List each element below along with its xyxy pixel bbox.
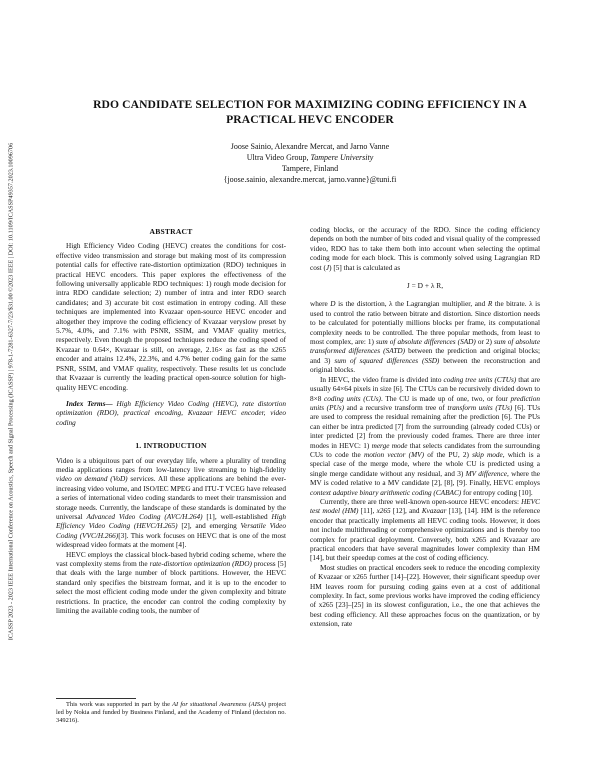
university-name: Tampere University [310,153,374,162]
intro-paragraph-1: Video is a ubiquitous part of our everyday life, where a plurality of trending media applications ranges from low-latency live streaming to high-fidelity video on demand (VoD) services. All these applications are behind the ever-increasing video volume, and ISO/IEC MPEG and ITU-T VCEG have released a series of international video coding standards to meet their transmission and storage needs. Currently, the landscape of these standards is dominated by the universal Advanced Video Coding (AVC/H.264) [1], well-established High Efficiency Video Coding (HEVC/H.265) [2], and emerging Versatile Video Coding (VVC/H.266)[3]. This work focuses on HEVC that is one of the most widespread video formats at the moment [4]. [56,456,287,550]
index-terms-text: High Efficiency Video Coding (HEVC), rate distortion optimization (RDO), practical encoding, Kvazaar HEVC encoder, video coding [56,399,286,427]
index-terms [56,400,286,428]
intro-heading: 1. INTRODUCTION [135,441,207,451]
rd-cost-paragraph: coding blocks, or the accuracy of the RDO. Since the coding efficiency depends on both the number of bits coded and visual quality of the compressed video, RDO has to take them both into account when selecting the optimal coding mode for each block. This is commonly solved using Lagrangian RD cost (J) [5] that is calculated as [310,226,540,272]
right-column [310,226,540,630]
doi-sidebar [0,0,22,776]
left-column [56,226,286,616]
title-line-2: PRACTICAL HEVC ENCODER [226,113,394,126]
emails: {joose.sainio, alexandre.mercat, jarno.vanne}@tuni.fi [223,175,397,184]
author-names: Joose Sainio, Alexandre Mercat, and Jarno Vanne [230,142,390,151]
location: Tampere, Finland [281,164,339,173]
abstract-text: High Efficiency Video Coding (HEVC) creates the conditions for cost-effective video transmission and storage but making most of its compression potential calls for effective rate-distortion optimization (RDO) techniques in practical HEVC encoders. This paper explores the effectiveness of the following universally applicable RDO techniques: 1) rough mode decision for intra RDO candidate selection; 2) number of intra and inter RDO search candidates; and 3) accurate bit cost estimation in entropy coding. All these techniques are implemented into Kvazaar open-source HEVC encoder and altogether they improve the coding efficiency of Kvazaar veryslow preset by 5.7%, 4.0%, and 7.1% with PSNR, SSIM, and VMAF quality metrics, respectively. Even though the proposed techniques reduce the coding speed of Kvazaar to 0.64×, Kvazaar is still, on average, 2.16× as fast as the x265 encoder and attains 12.4%, 22.3%, and 4.7% better coding gain for the same PSNR, SSIM, and VMAF quality, respectively. These results let us conclude that Kvazaar is currently the leading practical open-source solution for high-quality HEVC encoding. [56,242,286,392]
encoders-paragraph: Currently, there are three well-known open-source HEVC encoders: HEVC test model (HM) [11], x265 [12], and Kvazaar [13], [14]. HM is the reference encoder that practically implements all HEVC coding tools. However, it does not include multithreading or comprehensive optimizations and is thereby too complex for practical deployment. Conversely, both x265 and Kvazaar are practical encoders that have several magnitudes lower complexity than HM [14], but their speedup comes at the cost of coding efficiency. [310,497,541,563]
paper-title [60,97,560,127]
title-line-1: RDO CANDIDATE SELECTION FOR MAXIMIZING CODING EFFICIENCY IN A [93,98,527,111]
affiliation [60,152,560,163]
intro-paragraph-2: HEVC employs the classical block-based hybrid coding scheme, where the vast complexity stems from the rate-distortion optimization (RDO) process [5] that deals with the large number of block partitions. However, the HEVC standard only specifies the bitstream format, and it is up to the encoder to select the most efficient coding mode under the given complexity and bitrate restrictions. In practice, the encoder can control the coding complexity by limiting the available coding tools, the number of [56,550,287,616]
footnote-text: This work was supported in part by the AI for situational Awareness (AISA) project led by Nokia and funded by Business Finland, and the Academy of Finland (decision no. 349216). [56,701,286,724]
doi-sidebar-text: ICASSP 2023 - 2023 IEEE International Conference on Acoustics, Speech and Signal Processing (ICASSP) | 978-1-7281-6327-7/23/$31.00 ©2023 IEEE | DOI: 10.1109/ICASSP49357.2023.10096706 [7,142,15,641]
index-terms-label: Index Terms— [66,399,113,408]
rd-cost-equation: J = D + λ R, [406,281,444,291]
studies-paragraph: Most studies on practical encoders seek to reduce the encoding complexity of Kvazaar or x265 further [14]–[22]. However, their significant speedup over HM leaves room for pursuing coding gains even at a cost of additional complexity. In fact, some previous works have improved the coding efficiency of x265 [23]–[25] in its slowest configuration, i.e., the one that achieves the best coding efficiency. All these approaches focus on the quantization, or by extension, rate [310,563,540,629]
author-block [60,141,560,185]
footnote-rule [56,698,136,699]
group-name: Ultra Video Group, [246,153,309,162]
distortion-paragraph: where D is the distortion, λ the Lagrangian multiplier, and R the bitrate. λ is used to control the ratio between bitrate and distortion. Since distortion needs to be calculated for potentially millions blocks per frame, its computational complexity needs to be controlled. The three popular methods, from least to most complex, are: 1) sum of absolute differences (SAD) or 2) sum of absolute transformed differences (SATD) between the prediction and original blocks; and 3) sum of squared differences (SSD) between the reconstruction and original blocks. [310,300,541,375]
footnote [56,698,286,725]
hevc-structure-paragraph: In HEVC, the video frame is divided into coding tree units (CTUs) that are usually 64×64 pixels in size [6]. The CTUs can be recursively divided down to 8×8 coding units (CUs). The CU is made up of one, two, or four prediction units (PUs) and a recursive transform tree of transform units (TUs) [6]. TUs are used to compress the residual remaining after the prediction [6]. The PUs can either be intra predicted [7] from the surrounding (already coded CUs) or inter predicted [2] from the previously coded frames. There are three inter modes in HEVC: 1) merge mode that selects candidates from the surrounding CUs to code the motion vector (MV) of the PU, 2) skip mode, which is a special case of the merge mode, where the whole CU is predicted using a single merge candidate without any residual, and 3) MV difference, where the MV is coded relative to a MV candidate [2], [8], [9]. Finally, HEVC employs context adaptive binary arithmetic coding (CABAC) for entropy coding [10]. [310,375,541,497]
abstract-heading: ABSTRACT [149,227,193,236]
